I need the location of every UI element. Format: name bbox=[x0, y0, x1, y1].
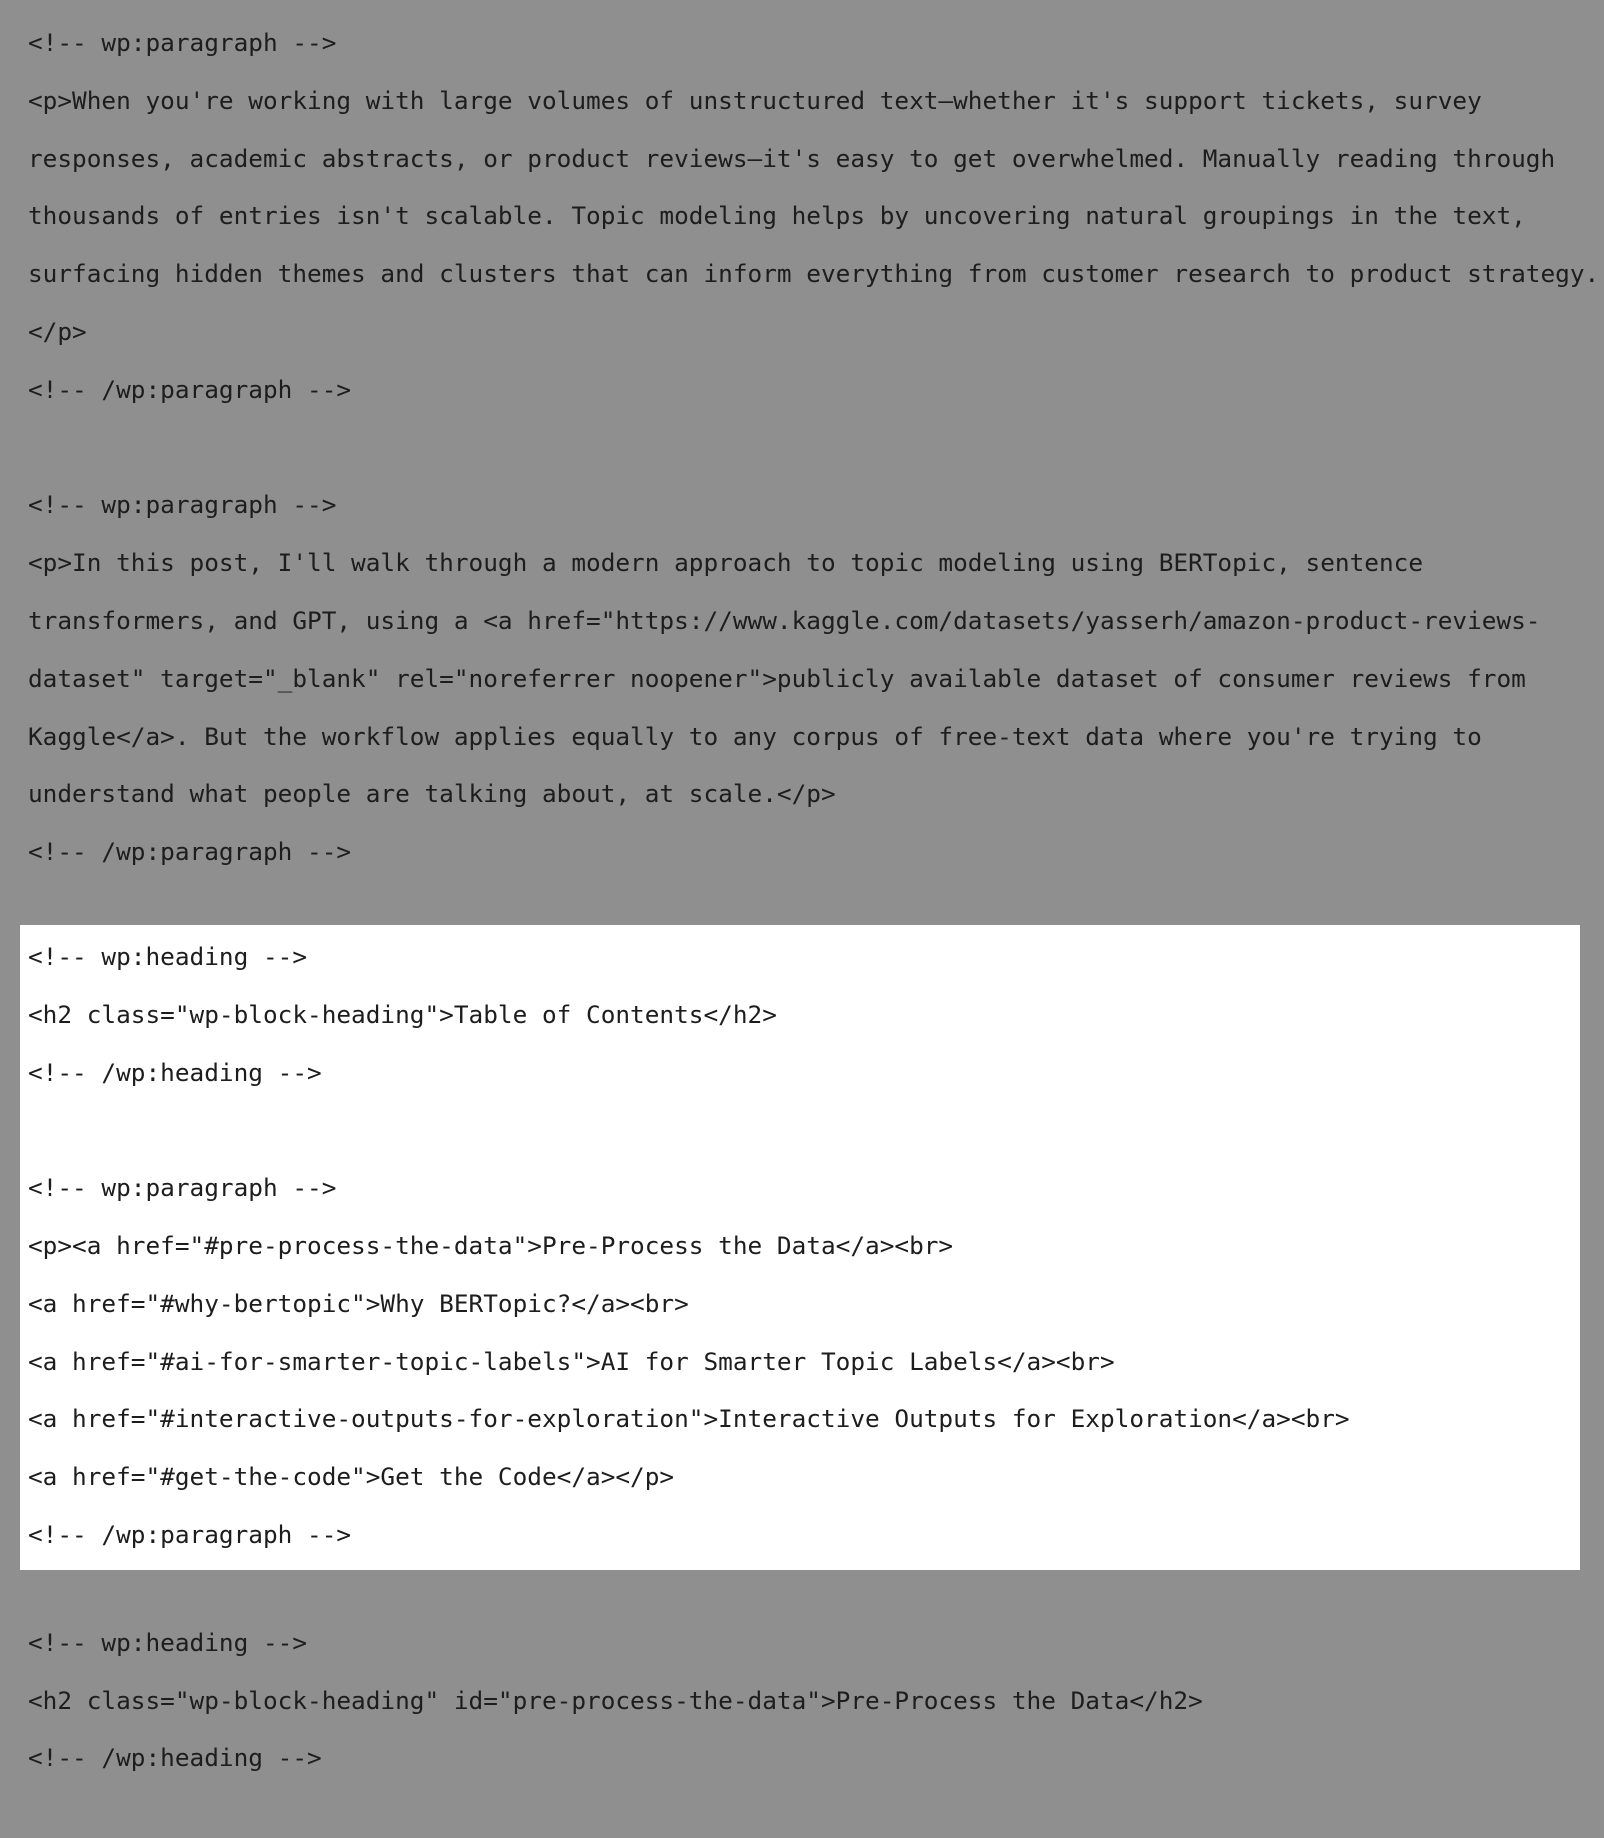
code-line: surfacing hidden themes and clusters that can inform everything from customer research to product strategy. bbox=[28, 259, 1600, 289]
blank-line bbox=[0, 1570, 1604, 1614]
blank-line bbox=[0, 419, 1604, 477]
code-line bbox=[20, 1101, 1580, 1159]
code-line: <!-- /wp:paragraph --> bbox=[28, 1519, 352, 1549]
blank-line bbox=[0, 881, 1604, 925]
code-line: understand what people are talking about, at scale.</p> bbox=[28, 779, 836, 809]
code-line: <p>When you're working with large volumes of unstructured text—whether it's support tickets, survey bbox=[28, 85, 1482, 115]
code-line: <!-- wp:paragraph --> bbox=[28, 1173, 337, 1203]
code-line: responses, academic abstracts, or product reviews—it's easy to get overwhelmed. Manually reading through bbox=[28, 143, 1556, 173]
code-line: <a href="#interactive-outputs-for-exploration">Interactive Outputs for Exploration</a><br> bbox=[28, 1404, 1350, 1434]
code-line: <h2 class="wp-block-heading">Table of Contents</h2> bbox=[28, 999, 777, 1029]
code-line: <!-- wp:heading --> bbox=[28, 1627, 308, 1657]
code-line: dataset" target="_blank" rel="noreferrer noopener">publicly available dataset of consumer reviews from bbox=[28, 663, 1526, 693]
code-line: transformers, and GPT, using a <a href="https://www.kaggle.com/datasets/yasserh/amazon-product-reviews- bbox=[28, 605, 1541, 635]
code-line: thousands of entries isn't scalable. Topic modeling helps by uncovering natural groupings in the text, bbox=[28, 201, 1526, 231]
code-line: <h2 class="wp-block-heading" id="pre-process-the-data">Pre-Process the Data</h2> bbox=[28, 1685, 1203, 1715]
selected-block-table-of-contents[interactable] bbox=[20, 925, 1580, 1570]
code-line: <!-- /wp:paragraph --> bbox=[28, 837, 352, 867]
paragraph-block-intro[interactable] bbox=[0, 14, 1604, 419]
code-line: <p>In this post, I'll walk through a modern approach to topic modeling using BERTopic, sentence bbox=[28, 548, 1424, 578]
paragraph-block-approach[interactable] bbox=[0, 476, 1604, 881]
code-line: Kaggle</a>. But the workflow applies equally to any corpus of free-text data where you're trying to bbox=[28, 721, 1482, 751]
code-line: <!-- /wp:heading --> bbox=[28, 1743, 322, 1773]
code-line: <a href="#why-bertopic">Why BERTopic?</a><br> bbox=[28, 1288, 689, 1318]
code-line: <!-- /wp:paragraph --> bbox=[28, 374, 352, 404]
code-line: <!-- wp:paragraph --> bbox=[28, 490, 337, 520]
code-line: <p><a href="#pre-process-the-data">Pre-Process the Data</a><br> bbox=[28, 1230, 954, 1260]
code-line: </p> bbox=[28, 316, 87, 346]
heading-block-pre-process[interactable] bbox=[0, 1614, 1604, 1787]
code-line: <!-- /wp:heading --> bbox=[28, 1057, 322, 1087]
code-line: <a href="#ai-for-smarter-topic-labels">AI for Smarter Topic Labels</a><br> bbox=[28, 1346, 1115, 1376]
code-line: <!-- wp:paragraph --> bbox=[28, 28, 337, 57]
code-line: <!-- wp:heading --> bbox=[28, 941, 308, 971]
code-line: <a href="#get-the-code">Get the Code</a></p> bbox=[28, 1462, 675, 1492]
